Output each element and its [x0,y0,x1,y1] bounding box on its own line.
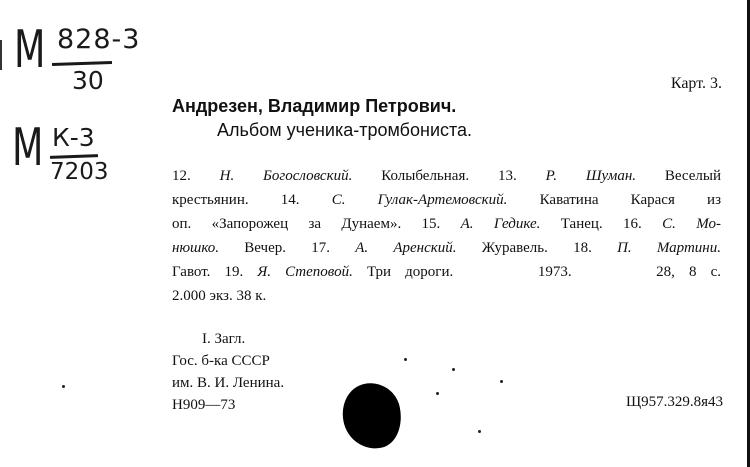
library-name: им. В. И. Ленина. [172,375,285,391]
shelf-mark-letter: М [14,20,46,80]
shelf-mark-letter: М [12,118,44,178]
ink-speck [478,430,481,433]
composer-name: А. Аренский. [355,240,457,256]
contents-text: Веселый [636,168,722,184]
contents-note [172,164,721,308]
contents-text: Колыбельная. 13. [352,168,546,184]
shelf-mark-code: К-3 [52,123,95,152]
edition-statement: 2.000 экз. 38 к. [172,288,267,304]
card-number: Карт. 3. [670,75,722,92]
shelf-mark-number: 30 [72,66,104,95]
contents-line [172,236,721,260]
contents-text: Три дороги. 1973. 28, 8 с. [352,264,721,280]
contents-text: оп. «Запорожец за Дунаем». 15. [172,216,461,232]
card-edge-mark [0,40,2,70]
ink-speck [62,385,65,388]
contents-text: Танец. 16. [540,216,663,232]
contents-text: Каватина Карася из [507,192,721,208]
contents-line [172,188,721,212]
composer-name: Р. Шуман. [545,168,637,184]
contents-text: 12. [172,168,220,184]
composer-name: Я. Степовой. [257,264,353,280]
ink-blot [337,378,407,455]
contents-line [172,260,721,284]
ink-speck [436,392,439,395]
contents-text: Гавот. 19. [172,264,258,280]
author-heading: Андрезен, Владимир Петрович. [172,96,457,116]
contents-line [172,212,721,236]
book-title: Альбом ученика-тромбониста. [217,120,473,140]
composer-name: П. Мартини. [617,240,721,256]
contents-text: Журавель. 18. [456,240,618,256]
tracing-title-entry: I. Загл. [202,331,246,347]
classification-mark: Щ957.329.8я43 [625,394,723,410]
composer-name: А. Гедике. [460,216,541,232]
shelf-mark-number: 7203 [50,159,109,185]
composer-name: С. Гулак-Артемовский. [331,192,508,208]
contents-text: Вечер. 17. [219,240,356,256]
contents-line [172,164,721,188]
contents-text: крестьянин. 14. [172,192,332,208]
library-name: Гос. б-ка СССР [172,353,270,369]
ink-speck [452,368,455,371]
composer-name: нюшко. [172,240,220,256]
composer-name: С. Мо- [662,216,721,232]
composer-name: Н. Богословский. [219,168,353,184]
shelf-mark-code: 828-3 [57,24,141,55]
order-number: Н909—73 [172,397,236,413]
ink-speck [500,380,503,383]
ink-speck [404,358,407,361]
tracing-block [172,328,284,416]
